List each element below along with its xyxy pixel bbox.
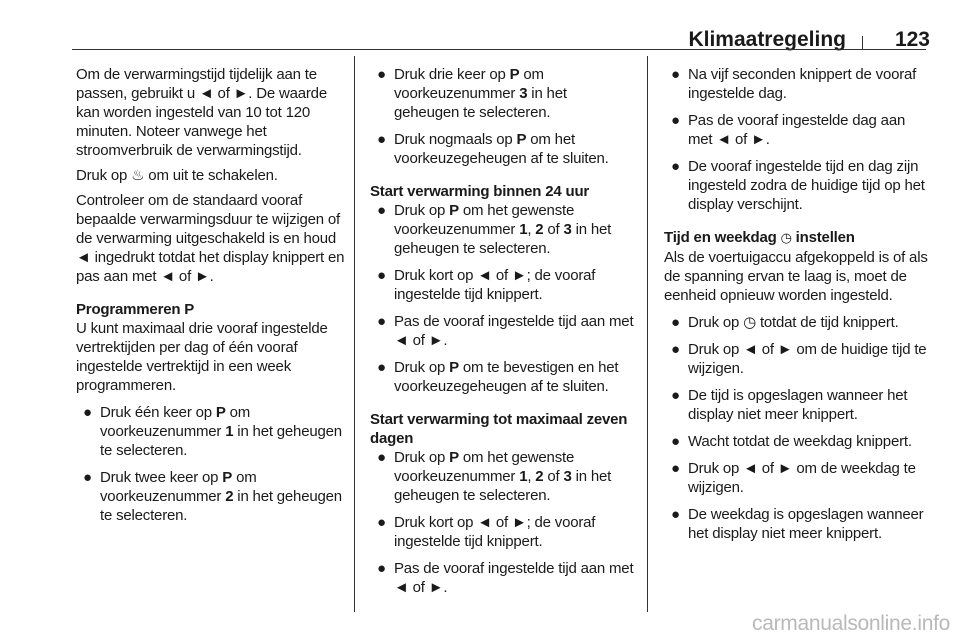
left-column [76,65,350,525]
bullet-icon: ● [671,460,680,477]
bullet-icon: ● [671,314,680,331]
bullet-icon: ● [377,560,386,577]
page-number: 123 [894,28,930,51]
chapter-title: Klimaatregeling [688,28,846,51]
section-heading: Start verwarming binnen 24 uur [370,183,590,200]
list-item: ● Druk drie keer op P om voorkeuzenummer 3 in het geheugen te selecteren. [377,66,567,121]
list-item: ● Druk op ◷ totdat de tijd knippert. [671,314,899,331]
bullet-icon: ● [671,112,680,129]
bullet-icon: ● [377,313,386,330]
right-column [664,65,928,543]
list-item: ● Druk op ◄ of ► om de huidige tijd te wijzigen. [671,341,927,377]
list-item: ● Pas de vooraf ingestelde dag aan met ◄ of ►. [671,112,906,148]
bullet-icon: ● [83,469,92,486]
bullet-icon: ● [377,514,386,531]
bullet-icon: ● [671,433,680,450]
bullet-list [370,448,634,597]
paragraph: Als de voertuigaccu afgekoppeld is of als de spanning ervan te laag is, moet de eenheid opnieuw worden ingesteld. [664,249,928,304]
list-item: ● De vooraf ingestelde tijd en dag zijn ingesteld zodra de huidige tijd op het display verschijnt. [671,158,925,213]
list-item: ● Druk op ◄ of ► om de weekdag te wijzigen. [671,460,916,496]
list-item: ● Na vijf seconden knippert de vooraf ingestelde dag. [671,66,917,102]
column-divider-1 [354,56,355,612]
header-rule [72,49,926,50]
middle-column [370,65,634,597]
bullet-icon: ● [377,202,386,219]
bullet-icon: ● [671,158,680,175]
paragraph: Druk op ♨ om uit te schakelen. [76,167,278,184]
column-divider-2 [647,56,648,612]
paragraph: Controleer om de standaard vooraf bepaalde verwarmingsduur te wijzigen of de verwarming uitgeschakeld is en houd ◄ ingedrukt totdat het display knippert en pas aan met ◄ of ►. [76,192,345,285]
bullet-icon: ● [671,387,680,404]
clock-icon: ◷ [780,231,792,246]
list-item: ● Druk nogmaals op P om het voorkeuzegeheugen af te sluiten. [377,131,609,167]
list-item: ● De weekdag is opgeslagen wanneer het display niet meer knippert. [671,506,924,542]
bullet-icon: ● [671,341,680,358]
bullet-list [76,403,350,525]
list-item: ● Druk op P om het gewenste voorkeuzenummer 1, 2 of 3 in het geheugen te selecteren. [377,202,612,257]
bullet-list [664,65,928,214]
paragraph: Om de verwarmingstijd tijdelijk aan te passen, gebruikt u ◄ of ►. De waarde kan worden ingesteld van 10 tot 120 minuten. Noteer vanwege het stroomverbruik de verwarmingstijd. [76,66,327,159]
bullet-list [664,313,928,543]
bullet-icon: ● [377,131,386,148]
bullet-icon: ● [377,359,386,376]
bullet-list [370,201,634,396]
section-heading: Start verwarming tot maximaal zeven dagen [370,411,628,447]
list-item: ● Pas de vooraf ingestelde tijd aan met ◄ of ►. [377,313,634,349]
bullet-list [370,65,634,168]
list-item: ● Wacht totdat de weekdag knippert. [671,433,912,450]
bullet-icon: ● [83,404,92,421]
section-heading: Programmeren P [76,301,195,318]
bullet-icon: ● [671,66,680,83]
bullet-icon: ● [377,267,386,284]
bullet-icon: ● [671,506,680,523]
bullet-icon: ● [377,449,386,466]
header-divider [862,36,863,49]
section-heading: Tijd en weekdag ◷ instellen [664,229,855,246]
list-item: ● Pas de vooraf ingestelde tijd aan met ◄ of ►. [377,560,634,596]
list-item: ● Druk kort op ◄ of ►; de vooraf ingestelde tijd knippert. [377,267,596,303]
list-item: ● Druk twee keer op P om voorkeuzenummer 2 in het geheugen te selecteren. [83,469,342,524]
bullet-icon: ● [377,66,386,83]
list-item: ● Druk kort op ◄ of ►; de vooraf ingestelde tijd knippert. [377,514,596,550]
watermark: carmanualsonline.info [752,612,950,635]
list-item: ● Druk op P om het gewenste voorkeuzenummer 1, 2 of 3 in het geheugen te selecteren. [377,449,612,504]
list-item: ● Druk één keer op P om voorkeuzenummer 1 in het geheugen te selecteren. [83,404,342,459]
paragraph: U kunt maximaal drie vooraf ingestelde vertrektijden per dag of één vooraf ingestelde vertrektijd in een week programmeren. [76,320,328,394]
list-item: ● Druk op P om te bevestigen en het voorkeuzegeheugen af te sluiten. [377,359,619,395]
list-item: ● De tijd is opgeslagen wanneer het display niet meer knippert. [671,387,908,423]
